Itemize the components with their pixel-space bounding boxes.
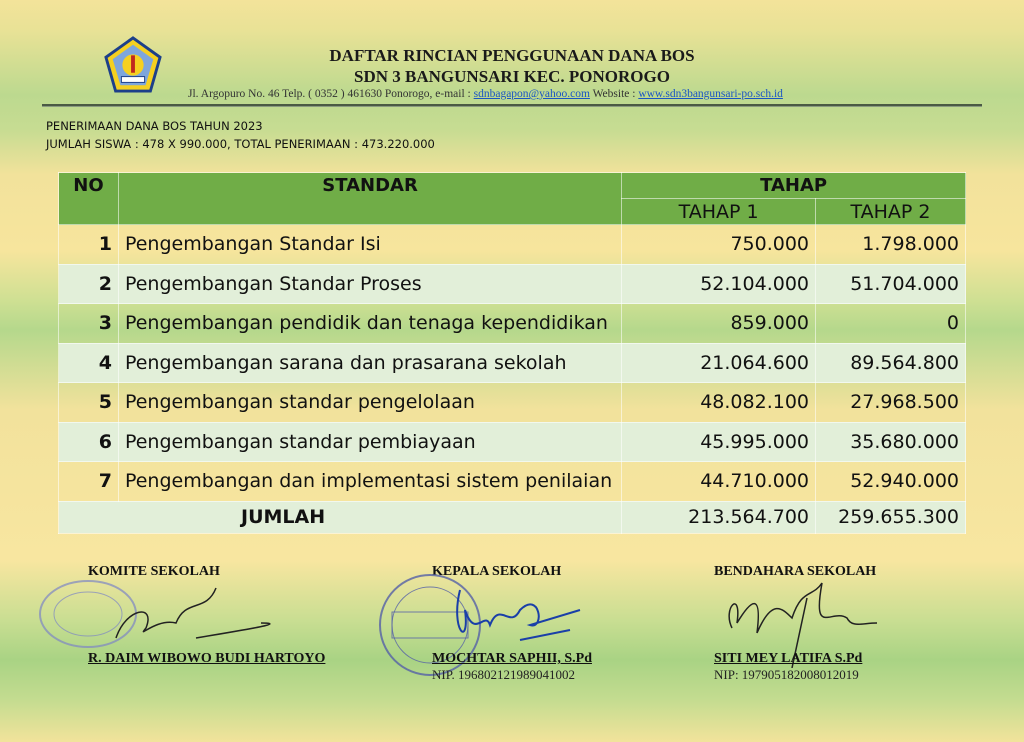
bos-fund-table	[58, 172, 966, 534]
kepala-name: MOCHTAR SAPHII, S.Pd	[432, 651, 592, 666]
total-row	[59, 501, 966, 533]
row-tahap-1: 859.000	[622, 304, 816, 344]
total-label: JUMLAH	[59, 501, 622, 533]
komite-role: KOMITE SEKOLAH	[88, 564, 220, 579]
row-standar: Pengembangan standar pembiayaan	[118, 422, 621, 462]
row-standar: Pengembangan standar pengelolaan	[118, 383, 621, 423]
row-standar: Pengembangan Standar Proses	[118, 264, 621, 304]
row-standar: Pengembangan dan implementasi sistem penilaian	[118, 462, 621, 502]
row-tahap-2: 51.704.000	[816, 264, 966, 304]
row-tahap-1: 21.064.600	[622, 343, 816, 383]
table-row	[59, 225, 966, 265]
header-standar: STANDAR	[118, 173, 621, 225]
row-tahap-2: 35.680.000	[816, 422, 966, 462]
row-tahap-2: 1.798.000	[816, 225, 966, 265]
row-tahap-1: 750.000	[622, 225, 816, 265]
row-tahap-1: 52.104.000	[622, 264, 816, 304]
row-no: 1	[59, 225, 119, 265]
row-standar: Pengembangan sarana dan prasarana sekolah	[118, 343, 621, 383]
bendahara-role: BENDAHARA SEKOLAH	[714, 564, 877, 579]
row-no: 2	[59, 264, 119, 304]
row-no: 3	[59, 304, 119, 344]
info-line-1: PENERIMAAN DANA BOS TAHUN 2023	[46, 119, 263, 133]
info-line-2: JUMLAH SISWA : 478 X 990.000, TOTAL PENERIMAAN : 473.220.000	[46, 137, 435, 151]
row-tahap-2: 52.940.000	[816, 462, 966, 502]
table-row	[59, 264, 966, 304]
header-divider	[42, 104, 982, 107]
row-no: 5	[59, 383, 119, 423]
row-no: 7	[59, 462, 119, 502]
row-tahap-1: 45.995.000	[622, 422, 816, 462]
kepala-role: KEPALA SEKOLAH	[432, 564, 562, 579]
table-row	[59, 304, 966, 344]
address-text: Jl. Argopuro No. 46 Telp. ( 0352 ) 461630 Ponorogo, e-mail :	[188, 88, 474, 100]
header-tahap: TAHAP	[622, 173, 966, 199]
row-no: 6	[59, 422, 119, 462]
row-tahap-2: 0	[816, 304, 966, 344]
email-link[interactable]: sdnbagapon@yahoo.com	[473, 88, 590, 100]
header-no: NO	[59, 173, 119, 225]
row-standar: Pengembangan pendidik dan tenaga kependidikan	[118, 304, 621, 344]
row-standar: Pengembangan Standar Isi	[118, 225, 621, 265]
header-tahap-2: TAHAP 2	[816, 199, 966, 225]
bendahara-nip: NIP: 197905182008012019	[714, 667, 859, 682]
row-tahap-1: 44.710.000	[622, 462, 816, 502]
website-label: Website :	[589, 88, 639, 100]
website-link[interactable]: www.sdn3bangunsari-po.sch.id	[638, 88, 783, 100]
kepala-nip: NIP. 196802121989041002	[432, 667, 576, 682]
table-row	[59, 343, 966, 383]
total-tahap-1: 213.564.700	[622, 501, 816, 533]
document-title: DAFTAR RINCIAN PENGGUNAAN DANA BOS	[329, 46, 695, 65]
row-tahap-1: 48.082.100	[622, 383, 816, 423]
komite-stamp-signature-icon	[36, 578, 356, 653]
table-row	[59, 462, 966, 502]
table-row	[59, 422, 966, 462]
table-row	[59, 383, 966, 423]
total-tahap-2: 259.655.300	[816, 501, 966, 533]
komite-name: R. DAIM WIBOWO BUDI HARTOYO	[88, 651, 326, 666]
address-line	[188, 88, 783, 100]
row-tahap-2: 89.564.800	[816, 343, 966, 383]
bendahara-name: SITI MEY LATIFA S.Pd	[714, 651, 863, 666]
school-name: SDN 3 BANGUNSARI KEC. PONOROGO	[354, 67, 670, 86]
row-no: 4	[59, 343, 119, 383]
header-tahap-1: TAHAP 1	[622, 199, 816, 225]
row-tahap-2: 27.968.500	[816, 383, 966, 423]
